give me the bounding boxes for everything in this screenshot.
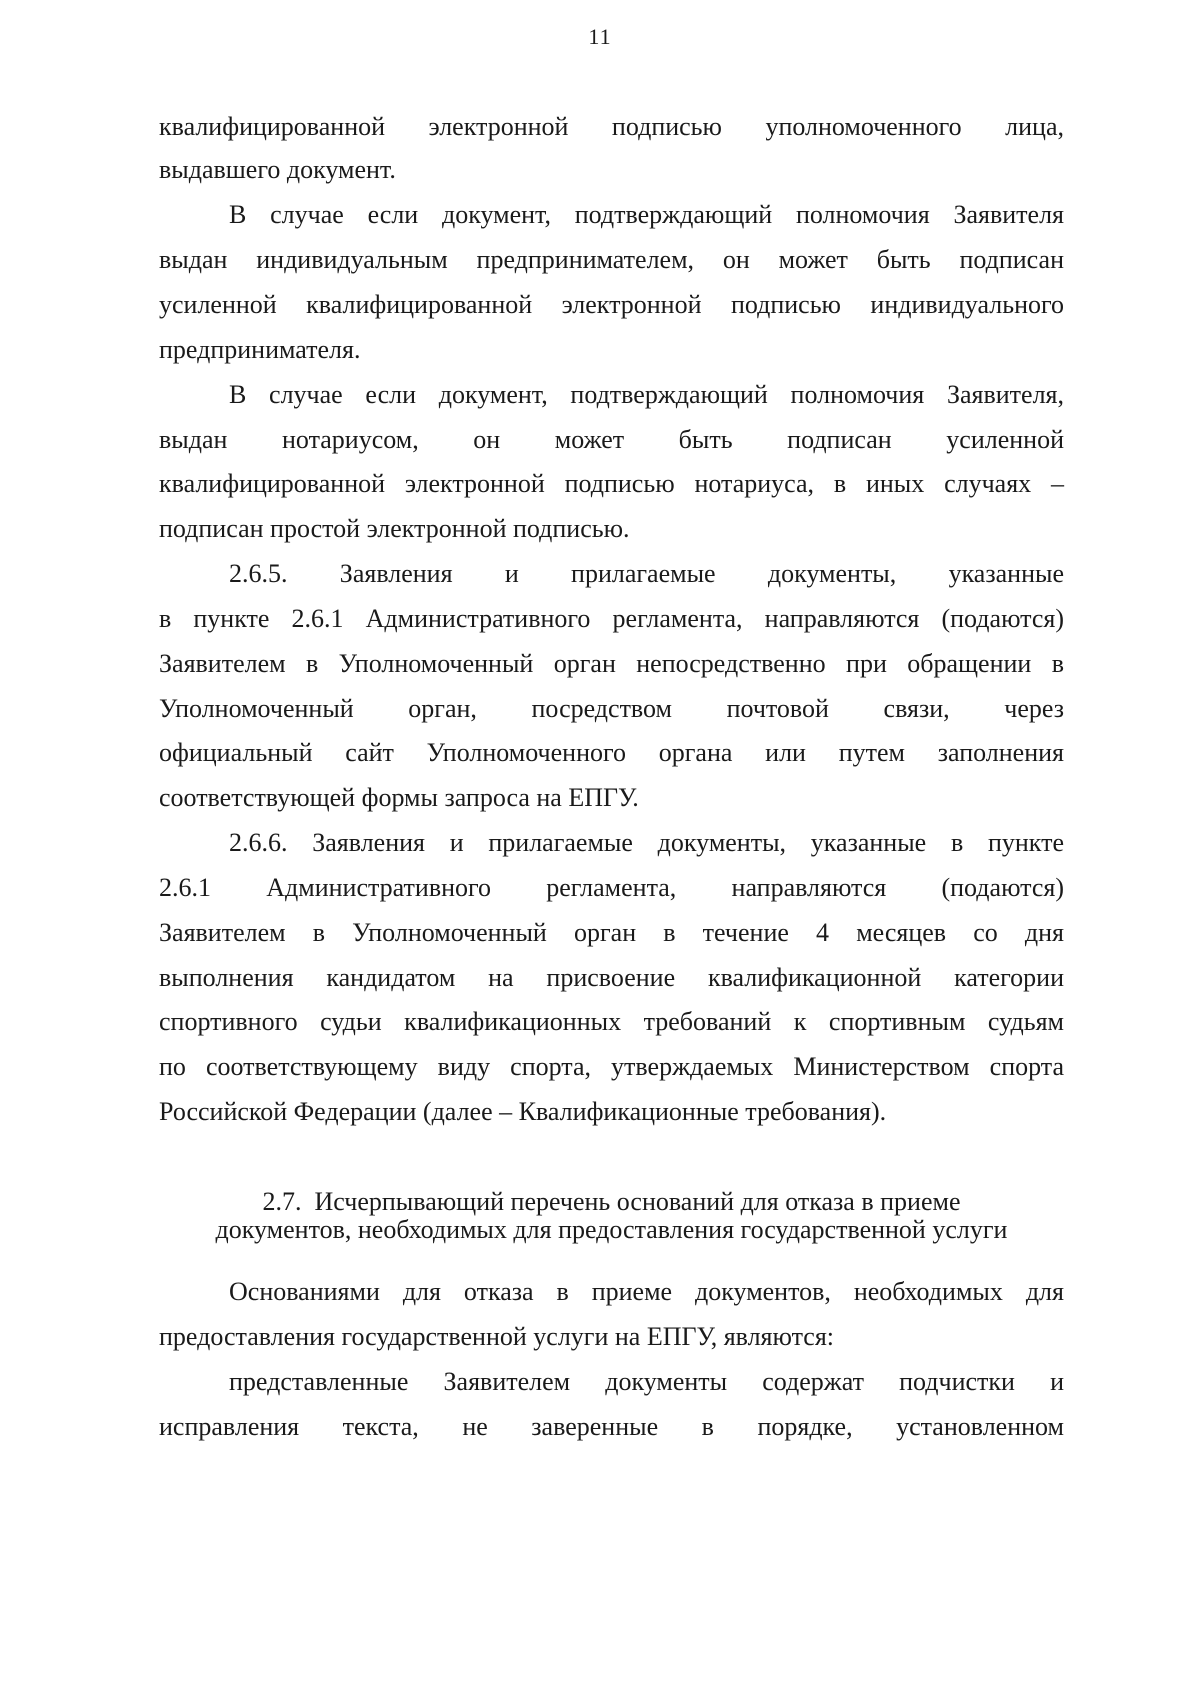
text-line: предпринимателя.: [159, 335, 361, 364]
section-heading-line: документов, необходимых для предоставления государственной услуги: [215, 1215, 1008, 1244]
text-line: 2.6.1 Административного регламента, направляются (подаются): [159, 873, 1064, 902]
text-line: исправления текста, не заверенные в порядке, установленном: [159, 1412, 1064, 1441]
text-line: Уполномоченный орган, посредством почтовой связи, через: [159, 694, 1064, 723]
page-number: 11: [588, 24, 612, 49]
text-line: Основаниями для отказа в приеме документов, необходимых для: [229, 1277, 1064, 1306]
text-line: 2.6.5. Заявления и прилагаемые документы, указанные: [229, 559, 1064, 588]
text-line: представленные Заявителем документы содержат подчистки и: [229, 1367, 1064, 1396]
section-heading-line: 2.7. Исчерпывающий перечень оснований для отказа в приеме: [262, 1187, 961, 1216]
text-line: официальный сайт Уполномоченного органа или путем заполнения: [159, 738, 1064, 767]
text-line: спортивного судьи квалификационных требований к спортивным судьям: [159, 1007, 1064, 1036]
text-line: выполнения кандидатом на присвоение квалификационной категории: [159, 963, 1064, 992]
text-line: в пункте 2.6.1 Административного регламента, направляются (подаются): [159, 604, 1064, 633]
text-line: 2.6.6. Заявления и прилагаемые документы, указанные в пункте: [229, 828, 1064, 857]
text-line: Заявителем в Уполномоченный орган непосредственно при обращении в: [159, 649, 1064, 678]
text-line: Заявителем в Уполномоченный орган в течение 4 месяцев со дня: [159, 918, 1064, 947]
text-line: выдан нотариусом, он может быть подписан усиленной: [159, 425, 1064, 454]
text-line: квалифицированной электронной подписью уполномоченного лица,: [159, 112, 1064, 141]
text-line: предоставления государственной услуги на ЕПГУ, являются:: [159, 1322, 834, 1351]
text-line: В случае если документ, подтверждающий полномочия Заявителя: [229, 200, 1064, 229]
text-line: подписан простой электронной подписью.: [159, 514, 630, 543]
text-line: В случае если документ, подтверждающий полномочия Заявителя,: [229, 380, 1064, 409]
text-line: выдавшего документ.: [159, 155, 396, 184]
text-line: Российской Федерации (далее – Квалификационные требования).: [159, 1097, 887, 1126]
text-line: усиленной квалифицированной электронной подписью индивидуального: [159, 290, 1064, 319]
text-line: выдан индивидуальным предпринимателем, он может быть подписан: [159, 245, 1064, 274]
text-line: соответствующей формы запроса на ЕПГУ.: [159, 783, 639, 812]
text-line: квалифицированной электронной подписью нотариуса, в иных случаях –: [159, 469, 1064, 498]
text-line: по соответствующему виду спорта, утверждаемых Министерством спорта: [159, 1052, 1064, 1081]
